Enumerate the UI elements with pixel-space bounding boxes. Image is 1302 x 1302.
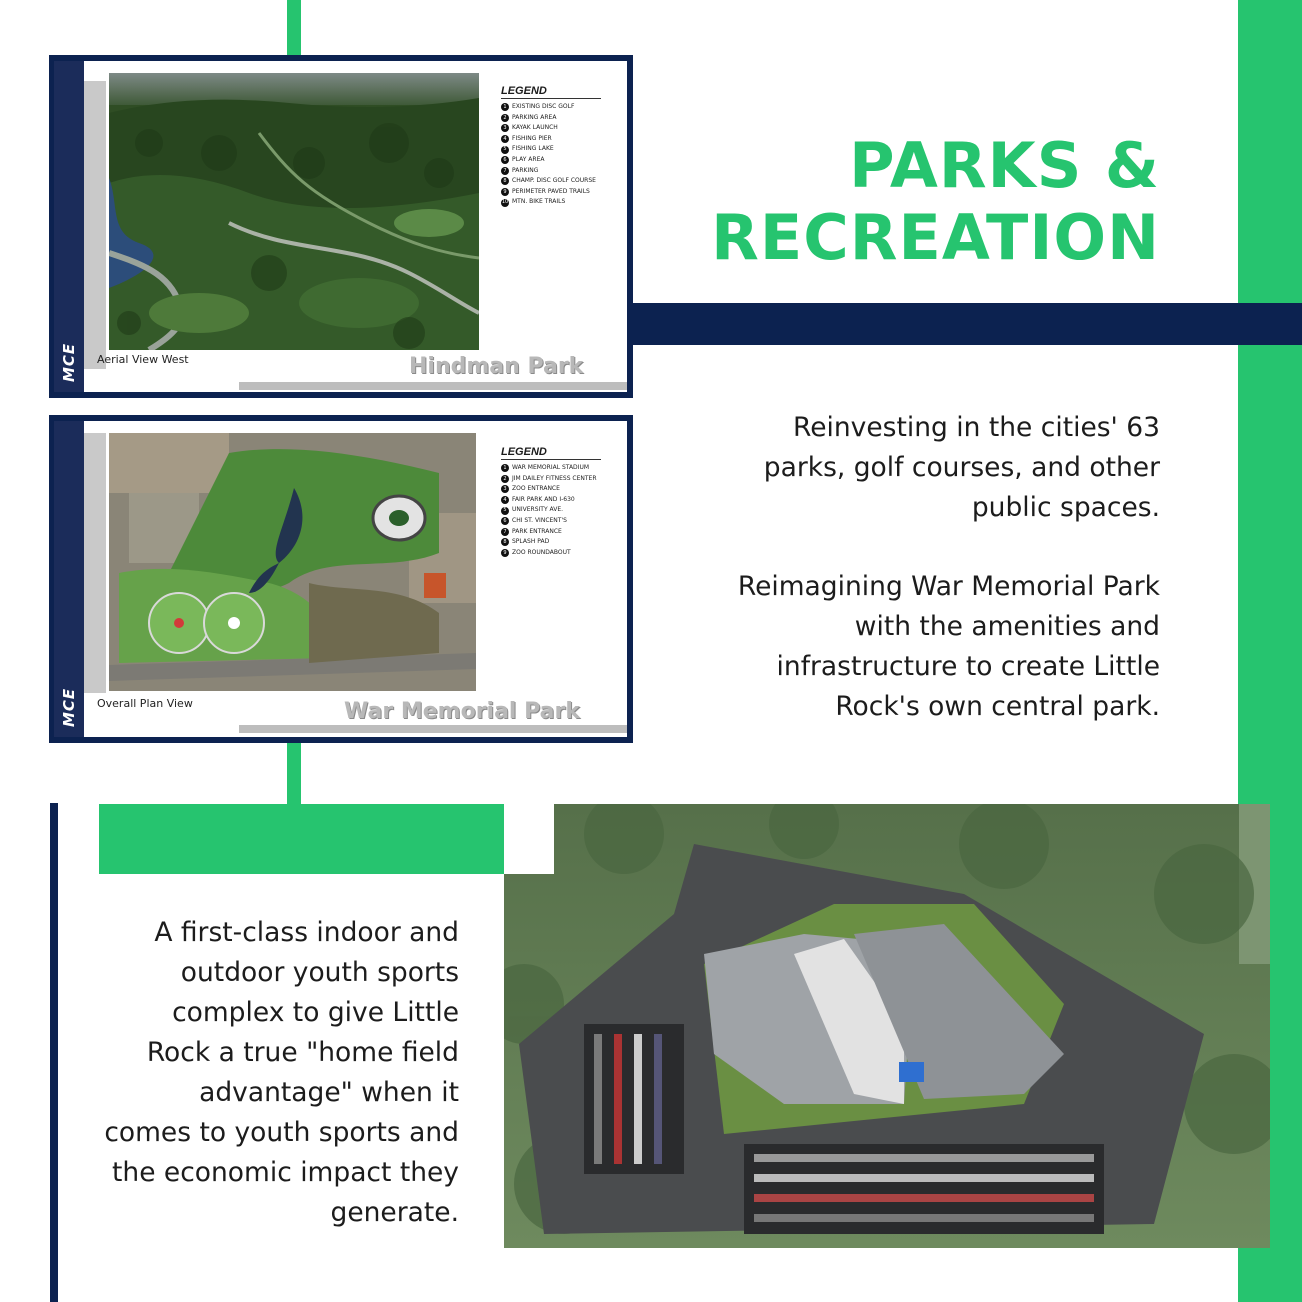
- navy-divider-bar: [600, 303, 1302, 345]
- legend-item: 2 JIM DAILEY FITNESS CENTER: [501, 474, 597, 485]
- war-memorial-plan-image: [109, 433, 476, 691]
- legend-title: LEGEND: [501, 446, 601, 460]
- legend-item: 7 PARKING: [501, 166, 596, 177]
- title-line-1: PARKS &: [849, 129, 1160, 202]
- legend-title: LEGEND: [501, 85, 601, 99]
- legend-item: 3 ZOO ENTRANCE: [501, 484, 597, 495]
- slide-sidebar: [54, 61, 84, 392]
- sports-complex-rendering: [504, 804, 1270, 1248]
- legend-item: 2 PARKING AREA: [501, 113, 596, 124]
- legend-item: 1 EXISTING DISC GOLF: [501, 102, 596, 113]
- park-name: Hindman Park: [409, 354, 584, 379]
- legend-item: 9 ZOO ROUNDABOUT: [501, 548, 597, 559]
- legend-item: 1 WAR MEMORIAL STADIUM: [501, 463, 597, 474]
- mce-logo: MCE: [60, 687, 78, 727]
- legend-item: 3 KAYAK LAUNCH: [501, 123, 596, 134]
- legend-item: 6 PLAY AREA: [501, 155, 596, 166]
- top-green-stripe: [287, 0, 301, 56]
- parks-paragraph: Reinvesting in the cities' 63 parks, golf courses, and other public spaces.: [763, 412, 1160, 523]
- legend-item: 10 MTN. BIKE TRAILS: [501, 198, 566, 206]
- legend-item: 9 PERIMETER PAVED TRAILS: [501, 187, 596, 198]
- sports-complex-paragraph: A first-class indoor and outdoor youth sports complex to give Little Rock a true "home field advantage" when it comes to youth sports and the economic impact they generate.: [104, 917, 459, 1228]
- legend-item: 4 FAIR PARK AND I-630: [501, 495, 597, 506]
- mce-logo: MCE: [60, 342, 78, 382]
- legend-item: 5 UNIVERSITY AVE.: [501, 505, 597, 516]
- legend-item: 7 PARK ENTRANCE: [501, 527, 597, 538]
- legend-item: 5 FISHING LAKE: [501, 144, 596, 155]
- legend-item: 8 CHAMP. DISC GOLF COURSE: [501, 176, 596, 187]
- war-memorial-park-slide: [49, 415, 633, 743]
- view-caption: Aerial View West: [97, 353, 189, 366]
- legend-item: 6 CHI ST. VINCENT'S: [501, 516, 597, 527]
- view-caption: Overall Plan View: [97, 697, 193, 710]
- war-memorial-paragraph: Reimagining War Memorial Park with the amenities and infrastructure to create Little Rock's own central park.: [737, 571, 1160, 722]
- legend-item: 4 FISHING PIER: [501, 134, 596, 145]
- slide-sidebar: [54, 421, 84, 737]
- hindman-legend-list: [501, 102, 596, 208]
- title-line-2: RECREATION: [711, 201, 1160, 274]
- middle-green-stripe: [287, 742, 301, 804]
- war-memorial-legend-list: [501, 463, 597, 558]
- left-navy-line: [50, 803, 58, 1302]
- hindman-park-slide: [49, 55, 633, 398]
- page-title: [711, 130, 1160, 274]
- legend-item: 8 SPLASH PAD: [501, 537, 597, 548]
- park-name: War Memorial Park: [344, 699, 580, 724]
- hindman-aerial-image: [109, 73, 479, 350]
